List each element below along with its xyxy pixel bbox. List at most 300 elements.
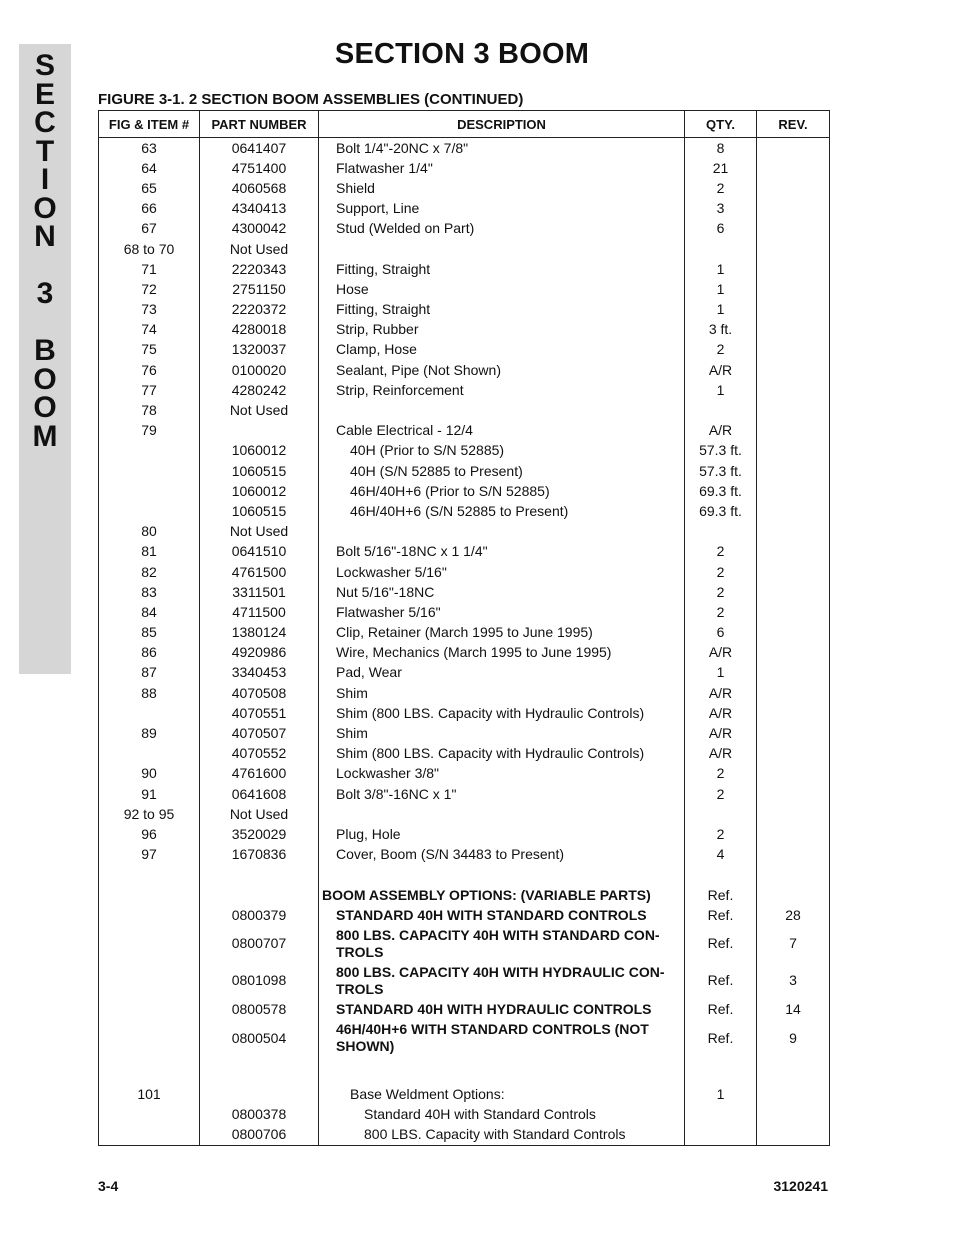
cell-qty: 69.3 ft. [685, 481, 757, 501]
cell-rev [757, 845, 830, 865]
cell-description: Plug, Hole [319, 824, 685, 844]
cell-fig-item: 88 [99, 683, 200, 703]
cell-part-number: 0800504 [200, 1020, 319, 1057]
cell-qty: 1 [685, 663, 757, 683]
cell-rev [757, 1085, 830, 1105]
side-tab-letter: E [34, 77, 55, 111]
cell-description: 800 LBS. Capacity with Standard Controls [319, 1125, 685, 1146]
cell-rev [757, 602, 830, 622]
cell-fig-item [99, 925, 200, 962]
cell-rev: 14 [757, 999, 830, 1019]
cell-qty: 2 [685, 562, 757, 582]
cell-qty: 1 [685, 380, 757, 400]
cell-qty: A/R [685, 643, 757, 663]
cell-qty [685, 1057, 757, 1085]
cell-qty: A/R [685, 683, 757, 703]
cell-qty: 2 [685, 542, 757, 562]
cell-description [319, 865, 685, 885]
cell-rev [757, 703, 830, 723]
table-row [99, 522, 830, 542]
cell-part-number: 3340453 [200, 663, 319, 683]
table-row [99, 239, 830, 259]
cell-description: Lockwasher 5/16" [319, 562, 685, 582]
cell-description: Flatwasher 5/16" [319, 602, 685, 622]
cell-fig-item [99, 744, 200, 764]
cell-fig-item: 83 [99, 582, 200, 602]
footer-page-number: 3-4 [98, 1178, 119, 1194]
cell-description: Pad, Wear [319, 663, 685, 683]
cell-qty: 2 [685, 824, 757, 844]
cell-rev [757, 380, 830, 400]
cell-rev [757, 300, 830, 320]
cell-qty [685, 865, 757, 885]
cell-description: Sealant, Pipe (Not Shown) [319, 360, 685, 380]
cell-qty: 8 [685, 138, 757, 159]
cell-fig-item: 76 [99, 360, 200, 380]
cell-qty: A/R [685, 703, 757, 723]
table-row [99, 1105, 830, 1125]
cell-part-number: 0800378 [200, 1105, 319, 1125]
figure-title: FIGURE 3-1. 2 SECTION BOOM ASSEMBLIES (CONTINUED) [98, 91, 524, 108]
table-row [99, 663, 830, 683]
cell-fig-item: 92 to 95 [99, 804, 200, 824]
cell-part-number: 1320037 [200, 340, 319, 360]
table-row [99, 602, 830, 622]
cell-description: 46H/40H+6 WITH STANDARD CONTROLS (NOT SHOWN) [319, 1020, 685, 1057]
cell-qty: 69.3 ft. [685, 501, 757, 521]
cell-description: Flatwasher 1/4" [319, 158, 685, 178]
cell-part-number: 4711500 [200, 602, 319, 622]
cell-description: Fitting, Straight [319, 300, 685, 320]
table-row [99, 1020, 830, 1057]
cell-part-number: 4300042 [200, 219, 319, 239]
side-tab-letter: T [35, 134, 55, 168]
cell-fig-item: 91 [99, 784, 200, 804]
cell-rev [757, 239, 830, 259]
cell-rev [757, 784, 830, 804]
cell-rev [757, 219, 830, 239]
cell-part-number [200, 1085, 319, 1105]
cell-rev [757, 744, 830, 764]
cell-part-number: 0800379 [200, 905, 319, 925]
cell-description: Hose [319, 279, 685, 299]
table-row [99, 784, 830, 804]
cell-rev [757, 178, 830, 198]
cell-rev [757, 400, 830, 420]
table-row [99, 962, 830, 999]
cell-part-number: 4070508 [200, 683, 319, 703]
cell-description: Base Weldment Options: [319, 1085, 685, 1105]
cell-description: Wire, Mechanics (March 1995 to June 1995) [319, 643, 685, 663]
cell-fig-item: 89 [99, 723, 200, 743]
table-row [99, 623, 830, 643]
table-row [99, 400, 830, 420]
cell-description: Strip, Rubber [319, 320, 685, 340]
table-row [99, 542, 830, 562]
cell-part-number: 4280242 [200, 380, 319, 400]
cell-part-number: 4070552 [200, 744, 319, 764]
cell-qty: 1 [685, 279, 757, 299]
page-title: SECTION 3 BOOM [334, 38, 590, 70]
cell-qty: 2 [685, 602, 757, 622]
cell-rev [757, 138, 830, 159]
section-side-tab [19, 44, 71, 674]
cell-rev [757, 663, 830, 683]
cell-qty: 2 [685, 340, 757, 360]
cell-rev [757, 643, 830, 663]
cell-fig-item: 67 [99, 219, 200, 239]
table-row [99, 804, 830, 824]
cell-fig-item: 65 [99, 178, 200, 198]
table-row [99, 461, 830, 481]
cell-description: Clip, Retainer (March 1995 to June 1995) [319, 623, 685, 643]
cell-qty: 2 [685, 784, 757, 804]
cell-description: 46H/40H+6 (Prior to S/N 52885) [319, 481, 685, 501]
cell-fig-item: 86 [99, 643, 200, 663]
cell-part-number: 2751150 [200, 279, 319, 299]
table-row [99, 925, 830, 962]
table-row [99, 703, 830, 723]
cell-qty [685, 239, 757, 259]
side-tab-letter: 3 [36, 277, 54, 310]
cell-qty: 1 [685, 259, 757, 279]
cell-rev [757, 865, 830, 885]
cell-part-number: 4340413 [200, 199, 319, 219]
cell-fig-item [99, 1125, 200, 1146]
table-row [99, 279, 830, 299]
cell-fig-item: 66 [99, 199, 200, 219]
table-row [99, 824, 830, 844]
cell-rev: 7 [757, 925, 830, 962]
cell-rev [757, 340, 830, 360]
cell-qty: Ref. [685, 905, 757, 925]
cell-qty: 57.3 ft. [685, 441, 757, 461]
table-row [99, 764, 830, 784]
table-row [99, 138, 830, 159]
cell-qty: A/R [685, 723, 757, 743]
cell-fig-item: 82 [99, 562, 200, 582]
footer-doc-number: 3120241 [773, 1178, 828, 1194]
cell-part-number: Not Used [200, 522, 319, 542]
cell-qty: 3 [685, 199, 757, 219]
cell-rev [757, 562, 830, 582]
cell-part-number: 0800706 [200, 1125, 319, 1146]
cell-fig-item: 97 [99, 845, 200, 865]
table-row [99, 865, 830, 885]
table-row [99, 501, 830, 521]
cell-part-number: Not Used [200, 239, 319, 259]
header-description: DESCRIPTION [319, 111, 685, 138]
side-tab-letter: N [34, 220, 56, 253]
cell-fig-item: 85 [99, 623, 200, 643]
cell-description: Cable Electrical - 12/4 [319, 421, 685, 441]
cell-qty: 6 [685, 623, 757, 643]
cell-rev [757, 582, 830, 602]
cell-rev [757, 623, 830, 643]
cell-part-number [200, 885, 319, 905]
cell-description [319, 804, 685, 824]
cell-description: Bolt 5/16"-18NC x 1 1/4" [319, 542, 685, 562]
cell-fig-item: 71 [99, 259, 200, 279]
cell-qty: 57.3 ft. [685, 461, 757, 481]
cell-part-number: 0100020 [200, 360, 319, 380]
cell-part-number: 4751400 [200, 158, 319, 178]
table-row [99, 360, 830, 380]
cell-rev [757, 1105, 830, 1125]
cell-fig-item [99, 1020, 200, 1057]
side-tab-letter: M [32, 419, 58, 453]
cell-description: Clamp, Hose [319, 340, 685, 360]
cell-fig-item: 84 [99, 602, 200, 622]
cell-part-number: 1670836 [200, 845, 319, 865]
cell-fig-item: 63 [99, 138, 200, 159]
cell-qty: 3 ft. [685, 320, 757, 340]
cell-qty [685, 1125, 757, 1146]
cell-part-number: 1380124 [200, 623, 319, 643]
cell-description [319, 522, 685, 542]
cell-part-number: 4070507 [200, 723, 319, 743]
cell-rev [757, 441, 830, 461]
cell-fig-item [99, 1105, 200, 1125]
table-row [99, 320, 830, 340]
cell-part-number [200, 1057, 319, 1085]
cell-description: 40H (S/N 52885 to Present) [319, 461, 685, 481]
cell-rev: 28 [757, 905, 830, 925]
cell-description: Shim [319, 723, 685, 743]
cell-qty: 21 [685, 158, 757, 178]
cell-description: Strip, Reinforcement [319, 380, 685, 400]
table-row [99, 158, 830, 178]
parts-table [98, 110, 830, 1146]
cell-part-number: 1060012 [200, 481, 319, 501]
cell-fig-item [99, 481, 200, 501]
header-rev: REV. [757, 111, 830, 138]
cell-description: Bolt 3/8"-16NC x 1" [319, 784, 685, 804]
side-tab-letter: O [33, 362, 57, 396]
cell-fig-item: 77 [99, 380, 200, 400]
table-row [99, 999, 830, 1019]
cell-qty: A/R [685, 421, 757, 441]
cell-description: Shim (800 LBS. Capacity with Hydraulic Controls) [319, 744, 685, 764]
cell-qty: 1 [685, 300, 757, 320]
cell-fig-item: 87 [99, 663, 200, 683]
cell-rev [757, 1057, 830, 1085]
cell-fig-item: 101 [99, 1085, 200, 1105]
cell-fig-item [99, 962, 200, 999]
table-row [99, 683, 830, 703]
cell-part-number: 0641407 [200, 138, 319, 159]
table-row [99, 582, 830, 602]
cell-description [319, 400, 685, 420]
cell-rev [757, 804, 830, 824]
cell-qty: 2 [685, 764, 757, 784]
table-header-row [99, 111, 830, 138]
cell-description: Shim (800 LBS. Capacity with Hydraulic Controls) [319, 703, 685, 723]
cell-description: Fitting, Straight [319, 259, 685, 279]
table-row [99, 340, 830, 360]
cell-fig-item [99, 865, 200, 885]
cell-fig-item: 68 to 70 [99, 239, 200, 259]
cell-qty: 4 [685, 845, 757, 865]
cell-fig-item: 73 [99, 300, 200, 320]
side-tab-letter: B [34, 334, 56, 367]
cell-rev [757, 764, 830, 784]
cell-fig-item [99, 905, 200, 925]
cell-fig-item [99, 1057, 200, 1085]
cell-qty [685, 804, 757, 824]
table-row [99, 259, 830, 279]
side-tab-letter: O [33, 391, 57, 424]
cell-rev [757, 259, 830, 279]
cell-rev: 9 [757, 1020, 830, 1057]
cell-rev [757, 501, 830, 521]
cell-fig-item: 79 [99, 421, 200, 441]
side-tab-letter: O [33, 191, 57, 225]
cell-rev [757, 461, 830, 481]
cell-rev [757, 279, 830, 299]
cell-rev [757, 421, 830, 441]
cell-part-number: 0800707 [200, 925, 319, 962]
side-tab-letter: C [34, 106, 56, 139]
cell-part-number: 4761500 [200, 562, 319, 582]
side-tab-letters [19, 49, 71, 453]
cell-qty: A/R [685, 360, 757, 380]
table-row [99, 723, 830, 743]
cell-description [319, 239, 685, 259]
cell-part-number: Not Used [200, 400, 319, 420]
cell-rev [757, 723, 830, 743]
cell-part-number: 3520029 [200, 824, 319, 844]
cell-part-number [200, 421, 319, 441]
cell-description: Shield [319, 178, 685, 198]
header-fig-item: FIG & ITEM # [99, 111, 200, 138]
cell-description: BOOM ASSEMBLY OPTIONS: (VARIABLE PARTS) [319, 885, 685, 905]
cell-description: Standard 40H with Standard Controls [319, 1105, 685, 1125]
cell-description: Cover, Boom (S/N 34483 to Present) [319, 845, 685, 865]
cell-part-number: 3311501 [200, 582, 319, 602]
cell-qty: 2 [685, 178, 757, 198]
cell-rev [757, 885, 830, 905]
cell-rev [757, 683, 830, 703]
table-row [99, 421, 830, 441]
table-row [99, 178, 830, 198]
cell-fig-item: 72 [99, 279, 200, 299]
cell-fig-item [99, 501, 200, 521]
cell-part-number: 0801098 [200, 962, 319, 999]
cell-part-number: 0641608 [200, 784, 319, 804]
cell-description: STANDARD 40H WITH HYDRAULIC CONTROLS [319, 999, 685, 1019]
cell-rev [757, 522, 830, 542]
side-tab-letter: S [34, 49, 55, 82]
cell-fig-item [99, 885, 200, 905]
cell-description: Nut 5/16"-18NC [319, 582, 685, 602]
cell-rev [757, 199, 830, 219]
cell-description: Shim [319, 683, 685, 703]
cell-description: 40H (Prior to S/N 52885) [319, 441, 685, 461]
cell-fig-item: 90 [99, 764, 200, 784]
cell-qty [685, 522, 757, 542]
cell-qty [685, 1105, 757, 1125]
cell-part-number: 4280018 [200, 320, 319, 340]
cell-qty: 6 [685, 219, 757, 239]
cell-rev [757, 360, 830, 380]
table-row [99, 885, 830, 905]
header-qty: QTY. [685, 111, 757, 138]
cell-part-number: 4070551 [200, 703, 319, 723]
cell-qty: A/R [685, 744, 757, 764]
cell-description: 46H/40H+6 (S/N 52885 to Present) [319, 501, 685, 521]
cell-fig-item: 75 [99, 340, 200, 360]
cell-part-number: 4761600 [200, 764, 319, 784]
cell-qty: 1 [685, 1085, 757, 1105]
cell-fig-item: 81 [99, 542, 200, 562]
cell-fig-item [99, 703, 200, 723]
table-row [99, 1085, 830, 1105]
cell-rev [757, 158, 830, 178]
cell-part-number: 1060012 [200, 441, 319, 461]
cell-part-number: 0641510 [200, 542, 319, 562]
cell-part-number: 0800578 [200, 999, 319, 1019]
cell-description: Support, Line [319, 199, 685, 219]
cell-description: Lockwasher 3/8" [319, 764, 685, 784]
table-row [99, 441, 830, 461]
cell-fig-item: 64 [99, 158, 200, 178]
table-row [99, 562, 830, 582]
cell-rev [757, 320, 830, 340]
cell-rev [757, 1125, 830, 1146]
cell-description [319, 1057, 685, 1085]
cell-fig-item: 78 [99, 400, 200, 420]
cell-description: 800 LBS. CAPACITY 40H WITH STANDARD CON-TROLS [319, 925, 685, 962]
cell-fig-item [99, 461, 200, 481]
table-row [99, 1057, 830, 1085]
cell-qty [685, 400, 757, 420]
cell-fig-item: 74 [99, 320, 200, 340]
cell-qty: 2 [685, 582, 757, 602]
cell-part-number [200, 865, 319, 885]
cell-part-number: 1060515 [200, 461, 319, 481]
table-row [99, 481, 830, 501]
cell-qty: Ref. [685, 999, 757, 1019]
cell-part-number: 4060568 [200, 178, 319, 198]
cell-fig-item [99, 999, 200, 1019]
table-row [99, 300, 830, 320]
table-row [99, 744, 830, 764]
cell-part-number: 2220343 [200, 259, 319, 279]
cell-part-number: 2220372 [200, 300, 319, 320]
table-row [99, 380, 830, 400]
cell-description: Stud (Welded on Part) [319, 219, 685, 239]
cell-rev [757, 481, 830, 501]
table-row [99, 643, 830, 663]
cell-rev [757, 542, 830, 562]
cell-qty: Ref. [685, 885, 757, 905]
cell-rev: 3 [757, 962, 830, 999]
parts-table-body [99, 138, 830, 1146]
cell-qty: Ref. [685, 962, 757, 999]
cell-fig-item: 80 [99, 522, 200, 542]
side-tab-letter: I [40, 163, 50, 196]
cell-description: Bolt 1/4"-20NC x 7/8" [319, 138, 685, 159]
cell-fig-item: 96 [99, 824, 200, 844]
cell-description: STANDARD 40H WITH STANDARD CONTROLS [319, 905, 685, 925]
cell-rev [757, 824, 830, 844]
cell-qty: Ref. [685, 925, 757, 962]
cell-part-number: Not Used [200, 804, 319, 824]
table-row [99, 845, 830, 865]
table-row [99, 905, 830, 925]
cell-part-number: 1060515 [200, 501, 319, 521]
